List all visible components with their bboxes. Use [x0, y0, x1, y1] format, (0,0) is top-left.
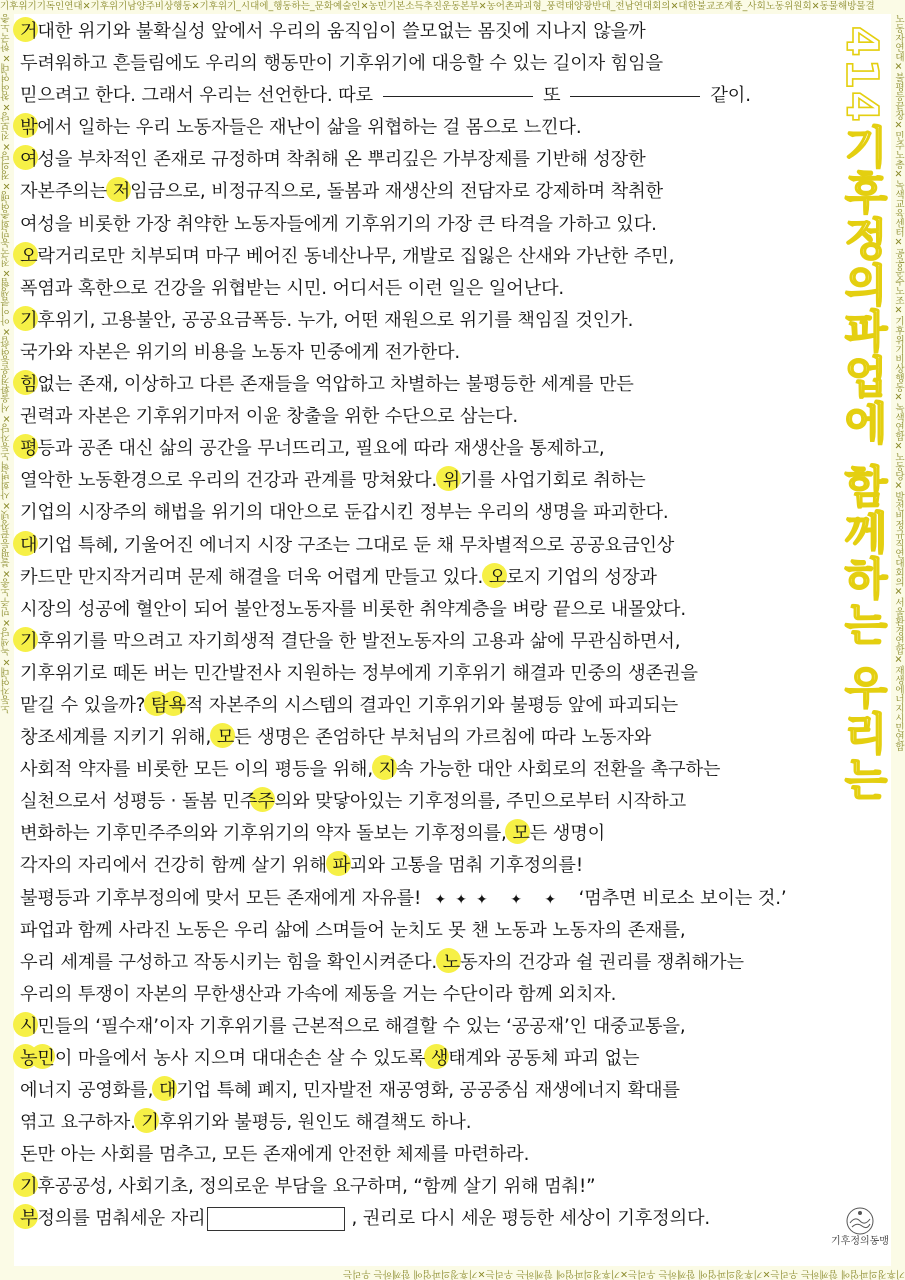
declaration-line: 기업의 시장주의 해법을 위기의 대안으로 둔갑시킨 정부는 우리의 생명을 파괴한다. [20, 502, 669, 524]
declaration-line: 여성을 비롯한 가장 취약한 노동자들에게 기후위기의 가장 큰 타격을 가하고 있다. [20, 213, 657, 235]
declaration-line: 불평등과 기후부정의에 맞서 모든 존재에게 자유를! ✦✦✦ ✦ ✦ ‘멈추면 비로소 보이는 것.’ [20, 887, 787, 909]
declaration-line: 자본주의는 저임금으로, 비정규직으로, 돌봄과 재생산의 전담자로 강제하며 착취한 [20, 176, 832, 208]
declaration-line: 폭염과 혹한으로 건강을 위협받는 시민. 어디서든 이런 일은 일어난다. [20, 277, 565, 299]
declaration-line: 평등과 공존 대신 삶의 공간을 무너뜨리고, 필요에 따라 재생산을 통제하고, [20, 433, 832, 465]
declaration-line: 거대한 위기와 불확실성 앞에서 우리의 움직임이 쓸모없는 몸짓에 지나지 않을까 [20, 16, 832, 48]
declaration-line: 시장의 성공에 혈안이 되어 불안정노동자를 비롯한 취약계층을 벼랑 끝으로 내몰았다. [20, 598, 686, 620]
declaration-line: 돈만 아는 사회를 멈추고, 모든 존재에게 안전한 체제를 마련하라. [20, 1144, 530, 1166]
declaration-line: 맡길 수 있을까? 탐욕적 자본주의 시스템의 결과인 기후위기와 불평등 앞에 파괴되는 [20, 690, 832, 722]
declaration-line: 기후위기, 고용불안, 공공요금폭등. 누가, 어떤 재원으로 위기를 책임질 것인가. [20, 305, 832, 337]
declaration-line: 부정의를 멈춰세운 자리 , 권리로 다시 세운 평등한 세상이 기후정의다. [20, 1203, 832, 1235]
declaration-line: 에너지 공영화를, 대기업 특혜 폐지, 민자발전 재공영화, 공공중심 재생에너지 확대를 [20, 1075, 832, 1107]
frame-left-text: 노동자연대✕녹색당✕민주노총✕불평등끝장넷✕사회변혁노동자당✕서울환경운동연합✕아이쿱생협✕전국농민회총연맹✕정의당✕진보당✕참여연대✕한국노총 [1, 14, 12, 715]
frame-right [891, 14, 905, 1266]
declaration-line: 열악한 노동환경으로 우리의 건강과 관계를 망쳐왔다. 위기를 사업기회로 취하는 [20, 465, 832, 497]
logo [828, 1204, 892, 1258]
declaration-line: 우리의 투쟁이 자본의 무한생산과 가속에 제동을 거는 수단이라 함께 외치자. [20, 983, 617, 1005]
declaration-line: 오락거리로만 치부되며 마구 베어진 동네산나무, 개발로 집잃은 산새와 가난한 주민, [20, 241, 832, 273]
declaration-line: 농민이 마을에서 농사 지으며 대대손손 살 수 있도록 생태계와 공동체 파괴 없는 [20, 1043, 832, 1075]
declaration-line: 창조세계를 지키기 위해, 모든 생명은 존엄하단 부처님의 가르침에 따라 노동자와 [20, 722, 832, 754]
blank-box [207, 1207, 345, 1231]
frame-left [0, 14, 14, 1266]
vertical-title: 414기후정의파업에 함께하는 우리는 [836, 26, 887, 803]
declaration-line: 변화하는 기후민주주의와 기후위기의 약자 돌보는 기후정의를, 모든 생명이 [20, 818, 832, 850]
frame-right-text: 노동자연대✕불평등끝장✕민주노총✕녹색교육센터✕공공운수노조✕기후위기비상행동✕녹색연합✕노동당✕발전비정규직연대회의✕서울환경연합✕재생에너지시민연합 [893, 14, 904, 751]
declaration-line: 기후위기를 막으려고 자기희생적 결단을 한 발전노동자의 고용과 삶에 무관심하면서, [20, 626, 832, 658]
frame-top-text: 기후위기기독인연대✕기후위기남양주비상행동✕기후위기_시대에_행동하는_문화예술인✕농민기본소득추진운동본부✕농어촌파괴형_풍력태양광반대_전남연대회의✕대한불교조계종_사회노동위원회✕동물해방물결 [0, 0, 905, 14]
declaration-line: 밖에서 일하는 우리 노동자들은 재난이 삶을 위협하는 걸 몸으로 느낀다. [20, 112, 832, 144]
declaration-line: 시민들의 ‘필수재’이자 기후위기를 근본적으로 해결할 수 있는 ‘공공재’인 대중교통을, [20, 1011, 832, 1043]
declaration-line: 국가와 자본은 위기의 비용을 노동자 민중에게 전가한다. [20, 341, 461, 363]
declaration-line: 권력과 자본은 기후위기마저 이윤 창출을 위한 수단으로 삼는다. [20, 406, 518, 428]
declaration-line: 각자의 자리에서 건강히 함께 살기 위해 파괴와 고통을 멈춰 기후정의를! [20, 850, 832, 882]
declaration-line: 두려워하고 흔들림에도 우리의 행동만이 기후위기에 대응할 수 있는 길이자 힘임을 [20, 53, 663, 75]
logo-text: 기후정의동맹 [831, 1236, 889, 1247]
declaration-line: 사회적 약자를 비롯한 모든 이의 평등을 위해, 지속 가능한 대안 사회로의 전환을 촉구하는 [20, 754, 832, 786]
declaration-line: 믿으려고 한다. 그래서 우리는 선언한다. 따로 또 같이. [20, 85, 751, 107]
declaration-line: 파업과 함께 사라진 노동은 우리 삶에 스며들어 눈치도 못 챈 노동과 노동자의 존재를, [20, 919, 686, 941]
declaration-line: 카드만 만지작거리며 문제 해결을 더욱 어렵게 만들고 있다. 오로지 기업의 성장과 [20, 562, 832, 594]
declaration-line: 대기업 특혜, 기울어진 에너지 시장 구조는 그대로 둔 채 무차별적으로 공공요금인상 [20, 530, 832, 562]
declaration-line: 힘없는 존재, 이상하고 다른 존재들을 억압하고 차별하는 불평등한 세계를 만든 [20, 369, 832, 401]
declaration-line: 우리 세계를 구성하고 작동시키는 힘을 확인시켜준다. 노동자의 건강과 쉴 권리를 쟁취해가는 [20, 947, 832, 979]
declaration-line: 엮고 요구하자. 기후위기와 불평등, 원인도 해결책도 하나. [20, 1107, 832, 1139]
declaration-line: 기후공공성, 사회기초, 정의로운 부담을 요구하며, “함께 살기 위해 멈춰!” [20, 1171, 832, 1203]
frame-bottom-text: 기후정의파업에 함께하는 우리는✕기후정의파업에 함께하는 우리는✕기후정의파업에 함께하는 우리는✕기후정의파업에 함께하는 우리는 [0, 1266, 905, 1280]
declaration-body [20, 16, 832, 1236]
declaration-line: 실천으로서 성평등 · 돌봄 민주주의와 맞닿아있는 기후정의를, 주민으로부터 시작하고 [20, 786, 832, 818]
declaration-line: 기후위기로 떼돈 버는 민간발전사 지원하는 정부에게 기후위기 해결과 민중의 생존권을 [20, 662, 698, 684]
declaration-line: 여성을 부차적인 존재로 규정하며 착취해 온 뿌리깊은 가부장제를 기반해 성장한 [20, 144, 832, 176]
